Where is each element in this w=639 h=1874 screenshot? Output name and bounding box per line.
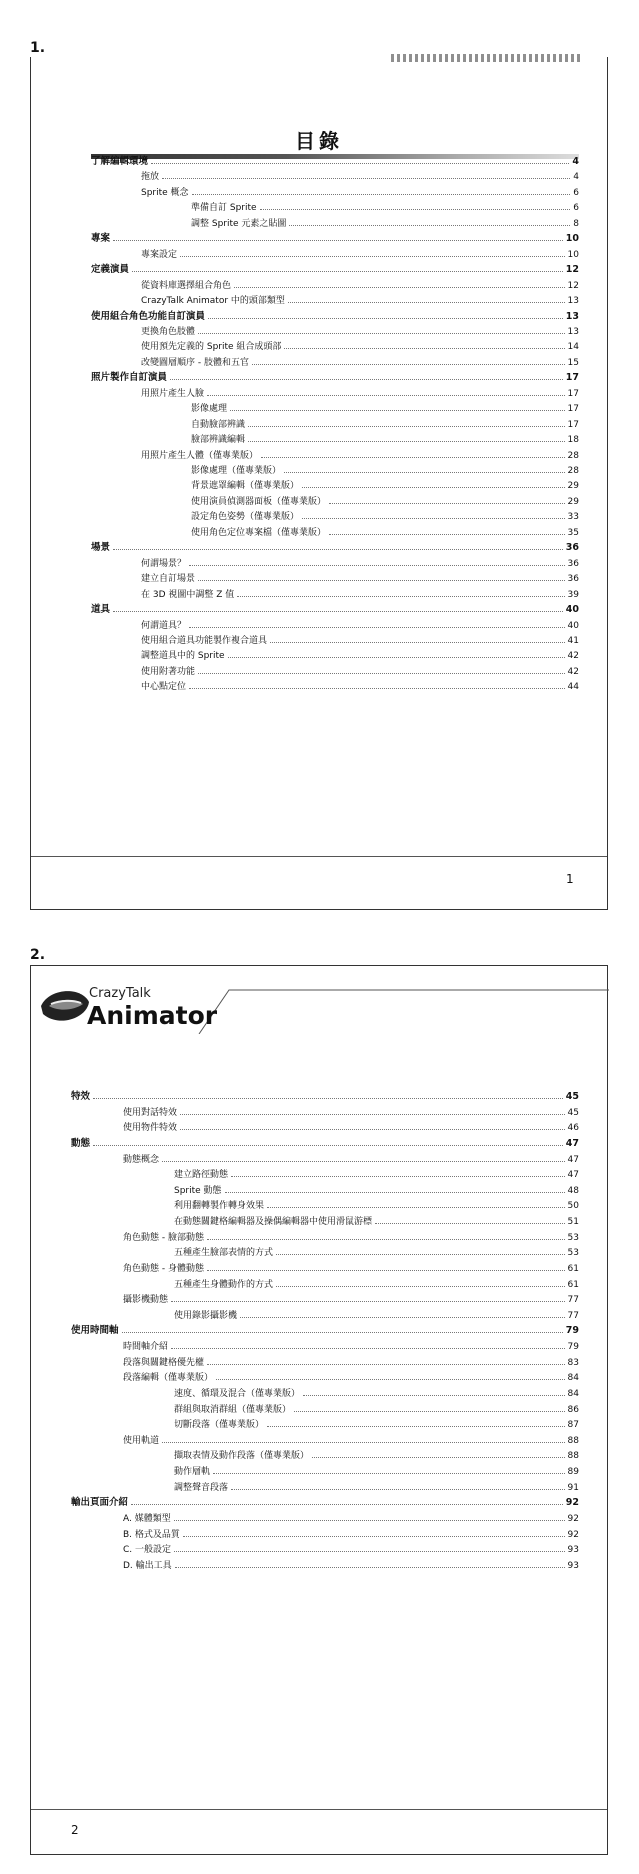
toc-entry-title: 背景遮罩編輯（僅專業版） xyxy=(191,481,300,492)
toc-entry-title: 使用組合角色功能自訂演員 xyxy=(91,310,206,322)
toc-entry-page: 88 xyxy=(567,1451,579,1462)
toc-entry-page: 84 xyxy=(567,1388,579,1399)
toc-entry-title: 中心點定位 xyxy=(141,682,187,693)
toc-entry-page: 14 xyxy=(567,342,579,353)
toc-entry-page: 42 xyxy=(567,651,579,662)
toc-entry-title: 五種產生身體動作的方式 xyxy=(174,1279,274,1290)
toc-entry xyxy=(174,1463,579,1477)
toc-entry xyxy=(91,601,579,615)
toc-entry-title: 使用時間軸 xyxy=(71,1325,119,1337)
dot-leader xyxy=(174,1550,565,1552)
dot-leader xyxy=(180,255,565,257)
toc-entry-title: 時間軸介紹 xyxy=(123,1342,169,1353)
toc-entry xyxy=(174,1182,579,1196)
footer-line xyxy=(31,1809,607,1810)
dot-leader xyxy=(180,1128,565,1130)
toc-entry-title: 用照片產生人臉 xyxy=(141,388,205,399)
toc-entry xyxy=(91,308,579,322)
dot-leader xyxy=(208,317,563,319)
toc-entry-title: 利用翻轉製作轉身效果 xyxy=(174,1201,265,1212)
page-title: 目錄 xyxy=(295,129,343,153)
toc-entry-title: D. 輸出工具 xyxy=(123,1560,172,1571)
toc-entry xyxy=(91,261,579,275)
toc-entry-title: 臉部辨識編輯 xyxy=(191,435,246,446)
dot-leader xyxy=(216,1378,565,1380)
toc-entry xyxy=(71,1088,579,1102)
toc-entry xyxy=(174,1401,579,1415)
dot-leader xyxy=(225,1191,565,1193)
toc-entry-page: 45 xyxy=(567,1107,579,1118)
dot-leader xyxy=(234,286,565,288)
toc-entry xyxy=(141,617,579,631)
dot-leader xyxy=(231,1175,565,1177)
toc-entry-title: 場景 xyxy=(91,542,111,554)
toc-entry xyxy=(91,230,579,244)
dot-leader xyxy=(303,1394,565,1396)
dot-leader xyxy=(289,224,570,226)
toc-entry-page: 47 xyxy=(565,1137,579,1149)
toc-entry-title: 調整聲音段落 xyxy=(174,1482,229,1493)
toc-entry-page: 36 xyxy=(567,574,579,585)
toc-entry xyxy=(123,1354,579,1368)
dot-leader xyxy=(312,1456,565,1458)
dot-leader xyxy=(248,440,565,442)
toc-entry xyxy=(191,477,579,491)
toc-entry xyxy=(191,416,579,430)
toc-entry-page: 17 xyxy=(567,404,579,415)
dot-leader xyxy=(240,1316,565,1318)
toc-entry xyxy=(174,1307,579,1321)
toc-entry-page: 36 xyxy=(567,558,579,569)
toc-entry-title: 群組與取消群組（僅專業版） xyxy=(174,1404,292,1415)
toc-entry-page: 84 xyxy=(567,1373,579,1384)
toc-entry-title: 動態 xyxy=(71,1137,91,1149)
toc-entry-title: Sprite 概念 xyxy=(141,187,189,198)
toc-entry-page: 28 xyxy=(567,466,579,476)
dot-leader xyxy=(230,409,565,411)
toc-entry-page: 77 xyxy=(567,1310,579,1321)
toc-entry xyxy=(141,570,579,584)
toc-entry-page: 18 xyxy=(567,435,579,446)
toc-entry-title: 何謂場景？ xyxy=(141,558,187,569)
dot-leader xyxy=(207,394,565,396)
toc-entry-title: 在動態關鍵格編輯器及操偶編輯器中使用滑鼠游標 xyxy=(174,1217,373,1228)
toc-entry xyxy=(174,1276,579,1290)
dot-leader xyxy=(267,1206,565,1208)
toc-entry xyxy=(191,199,579,213)
header-stub xyxy=(391,54,581,62)
toc-entry xyxy=(71,1494,579,1508)
dot-leader xyxy=(162,1160,565,1162)
dot-leader xyxy=(132,270,563,272)
toc-entry-title: 更換角色肢體 xyxy=(141,326,196,337)
toc-entry-title: 段落與關鍵格優先權 xyxy=(123,1357,205,1368)
toc-entry-page: 79 xyxy=(565,1325,579,1337)
dot-leader xyxy=(213,1472,565,1474)
dot-leader xyxy=(284,471,565,473)
toc-entry-title: 使用錄影攝影機 xyxy=(174,1310,238,1321)
toc-entry-page: 61 xyxy=(567,1263,579,1274)
dot-leader xyxy=(270,641,565,643)
toc-entry xyxy=(71,1322,579,1336)
toc-entry-title: 何謂道具？ xyxy=(141,620,187,631)
toc-entry-title: 段落編輯（僅專業版） xyxy=(123,1373,214,1384)
toc-entry-page: 44 xyxy=(567,682,579,693)
toc-entry-page: 47 xyxy=(567,1170,579,1181)
lips-logo-icon xyxy=(39,984,91,1028)
footer-line xyxy=(31,856,607,857)
dot-leader xyxy=(261,456,565,458)
toc-entry-page: 92 xyxy=(567,1514,579,1524)
toc-entry xyxy=(141,246,579,260)
toc-entry xyxy=(141,338,579,352)
toc-entry-page: 13 xyxy=(567,296,579,307)
dot-leader xyxy=(162,1441,565,1443)
toc-entry-title: 照片製作自訂演員 xyxy=(91,372,168,384)
toc-entry-page: 50 xyxy=(567,1201,579,1212)
toc-entry xyxy=(174,1166,579,1180)
toc-entry-title: B. 格式及品質 xyxy=(123,1529,180,1540)
toc-entry-page: 6 xyxy=(573,203,579,214)
toc-entry xyxy=(174,1479,579,1493)
toc-entry-page: 45 xyxy=(565,1091,579,1102)
toc-entry-page: 53 xyxy=(567,1232,579,1243)
toc-entry-page: 42 xyxy=(567,666,579,677)
page-label-2: 2. xyxy=(30,947,46,963)
dot-leader xyxy=(131,1503,563,1505)
dot-leader xyxy=(189,564,565,566)
toc-entry xyxy=(91,539,579,553)
toc-entry-title: 建立自訂場景 xyxy=(141,574,196,585)
toc-entry xyxy=(141,555,579,569)
toc-entry-title: 速度、循環及混合（僅專業版） xyxy=(174,1388,301,1399)
toc-entry-page: 29 xyxy=(567,496,579,507)
toc-entry-page: 92 xyxy=(567,1529,579,1540)
toc-entry-page: 35 xyxy=(567,527,579,538)
toc-entry-page: 40 xyxy=(567,620,579,631)
dot-leader xyxy=(113,239,563,241)
toc-entry-title: 使用軌道 xyxy=(123,1435,160,1446)
dot-leader xyxy=(198,332,565,334)
toc-entry xyxy=(123,1432,579,1446)
toc-entry-page: 93 xyxy=(567,1545,579,1556)
toc-entry xyxy=(123,1557,579,1571)
toc-entry-page: 12 xyxy=(567,280,579,291)
toc-entry xyxy=(141,323,579,337)
dot-leader xyxy=(198,579,565,581)
toc-entry-page: 89 xyxy=(567,1467,579,1478)
toc-entry-page: 53 xyxy=(567,1248,579,1259)
toc-entry-page: 4 xyxy=(572,156,579,167)
toc-entry xyxy=(174,1447,579,1461)
footer-page-number: 2 xyxy=(71,1823,79,1837)
dot-leader xyxy=(207,1269,565,1271)
toc-entry xyxy=(123,1338,579,1352)
toc-entry-title: CrazyTalk Animator 中的頭部類型 xyxy=(141,296,285,307)
toc-entry-page: 8 xyxy=(573,218,579,229)
logo-animator-text: Animator xyxy=(87,1001,218,1030)
toc-entry-title: 使用角色定位專案檔（僅專業版） xyxy=(191,527,327,538)
toc-entry-page: 40 xyxy=(565,604,579,616)
toc-entry xyxy=(191,524,579,538)
toc-entry-title: 切斷段落（僅專業版） xyxy=(174,1420,265,1431)
toc-entry xyxy=(141,354,579,368)
dot-leader xyxy=(192,193,571,195)
toc-entry-title: 拖放 xyxy=(141,172,160,183)
toc-entry xyxy=(123,1541,579,1555)
toc-entry-page: 28 xyxy=(567,450,579,461)
toc-entry-page: 48 xyxy=(567,1185,579,1196)
toc-entry xyxy=(174,1213,579,1227)
dot-leader xyxy=(151,162,569,164)
toc-entry-title: 調整道具中的 Sprite xyxy=(141,651,225,662)
dot-leader xyxy=(162,177,570,179)
toc-entry-page: 4 xyxy=(573,172,579,183)
toc-entry-title: 角色動態 - 臉部動態 xyxy=(123,1232,204,1243)
toc-entry-page: 47 xyxy=(567,1154,579,1165)
toc-entry-title: A. 媒體類型 xyxy=(123,1514,171,1524)
toc-entry-page: 36 xyxy=(565,542,579,554)
toc-entry xyxy=(141,277,579,291)
toc-entry-page: 87 xyxy=(567,1420,579,1431)
toc-entry-page: 77 xyxy=(567,1295,579,1306)
toc-entry-title: 定義演員 xyxy=(91,264,130,276)
toc-entry-title: 使用對話特效 xyxy=(123,1107,178,1118)
toc-entry-page: 6 xyxy=(573,187,579,198)
dot-leader xyxy=(260,208,571,210)
toc-entry-page: 93 xyxy=(567,1560,579,1571)
dot-leader xyxy=(375,1222,565,1224)
toc-entry-page: 91 xyxy=(567,1482,579,1493)
toc-entry-page: 79 xyxy=(567,1342,579,1353)
dot-leader xyxy=(284,347,564,349)
toc-entry-page: 51 xyxy=(567,1217,579,1228)
toc-entry-title: 自動臉部辨識 xyxy=(191,419,246,430)
dot-leader xyxy=(207,1363,565,1365)
toc-entry xyxy=(91,369,579,383)
toc-entry xyxy=(141,647,579,661)
toc-entry-page: 46 xyxy=(567,1123,579,1134)
toc-entry xyxy=(141,632,579,646)
toc-entry xyxy=(141,663,579,677)
dot-leader xyxy=(175,1566,565,1568)
toc-entry xyxy=(141,447,579,461)
toc-entry-page: 29 xyxy=(567,481,579,492)
toc-entry-title: 道具 xyxy=(91,604,111,616)
dot-leader xyxy=(248,425,565,427)
toc-entry-title: 使用物件特效 xyxy=(123,1123,178,1134)
dot-leader xyxy=(237,595,564,597)
dot-leader xyxy=(198,672,565,674)
dot-leader xyxy=(329,533,565,535)
dot-leader xyxy=(276,1285,565,1287)
toc-entry xyxy=(123,1260,579,1274)
toc-entry-page: 17 xyxy=(567,388,579,399)
dot-leader xyxy=(189,626,565,628)
toc-entry xyxy=(174,1244,579,1258)
dot-leader xyxy=(329,502,565,504)
toc-entry xyxy=(174,1197,579,1211)
dot-leader xyxy=(170,378,563,380)
toc-entry-title: 擷取表情及動作段落（僅專業版） xyxy=(174,1451,310,1462)
toc-entry xyxy=(123,1104,579,1118)
toc-entry-title: 設定角色姿勢（僅專業版） xyxy=(191,512,300,523)
toc-entry-title: 動態概念 xyxy=(123,1154,160,1165)
toc-entry xyxy=(191,431,579,445)
toc-entry xyxy=(141,586,579,600)
toc-entry-title: 影像處理（僅專業版） xyxy=(191,466,282,476)
toc-entry-page: 13 xyxy=(567,326,579,337)
toc-entry-title: 角色動態 - 身體動態 xyxy=(123,1263,204,1274)
page-label-1: 1. xyxy=(30,40,46,56)
dot-leader xyxy=(93,1144,563,1146)
toc-entry-page: 10 xyxy=(567,249,579,260)
toc-entry xyxy=(174,1385,579,1399)
dot-leader xyxy=(228,656,565,658)
dot-leader xyxy=(189,687,565,689)
toc-entry-title: 建立路徑動態 xyxy=(174,1170,229,1181)
dot-leader xyxy=(171,1300,565,1302)
toc-entry-title: 從資料庫選擇組合角色 xyxy=(141,280,232,291)
toc-entry xyxy=(123,1526,579,1540)
toc-entry xyxy=(191,400,579,414)
toc-entry xyxy=(141,184,579,198)
toc-entry xyxy=(123,1369,579,1383)
toc-entry-page: 13 xyxy=(565,310,579,322)
dot-leader xyxy=(113,548,563,550)
toc-entry-page: 39 xyxy=(567,589,579,600)
dot-leader xyxy=(174,1519,565,1521)
dot-leader xyxy=(302,517,565,519)
toc-entry-title: 專案 xyxy=(91,233,111,245)
dot-leader xyxy=(231,1488,565,1490)
toc-entry-title: 輸出頁面介紹 xyxy=(71,1497,129,1509)
toc-entry-title: 在 3D 視圖中調整 Z 值 xyxy=(141,589,235,600)
dot-leader xyxy=(113,610,563,612)
toc-entry xyxy=(71,1135,579,1149)
toc-page-1 xyxy=(30,57,608,910)
logo-crazytalk-text: CrazyTalk xyxy=(89,986,151,1001)
toc-entry-page: 88 xyxy=(567,1435,579,1446)
dot-leader xyxy=(180,1113,565,1115)
toc-entry-title: C. 一般設定 xyxy=(123,1545,172,1556)
toc-entry xyxy=(191,462,579,476)
toc-entry-title: Sprite 動態 xyxy=(174,1185,222,1196)
dot-leader xyxy=(302,486,565,488)
toc-entry-title: 了解編輯環境 xyxy=(91,156,149,167)
toc-entry-page: 17 xyxy=(565,372,579,384)
dot-leader xyxy=(122,1331,563,1333)
toc-entry xyxy=(141,385,579,399)
dot-leader xyxy=(276,1253,565,1255)
toc-entry-page: 12 xyxy=(565,264,579,276)
toc-entry-page: 86 xyxy=(567,1404,579,1415)
toc-entry-title: 準備自訂 Sprite xyxy=(191,203,257,214)
toc-entry-title: 攝影機動態 xyxy=(123,1295,169,1306)
toc-entry xyxy=(123,1510,579,1524)
dot-leader xyxy=(294,1410,565,1412)
dot-leader xyxy=(207,1238,565,1240)
toc-entry-title: 用照片產生人體（僅專業版） xyxy=(141,450,259,461)
toc-entry xyxy=(174,1416,579,1430)
dot-leader xyxy=(183,1535,565,1537)
toc-entry xyxy=(91,153,579,167)
dot-leader xyxy=(252,363,565,365)
toc-entry-title: 調整 Sprite 元素之貼圖 xyxy=(191,218,287,229)
toc-entry-title: 使用附著功能 xyxy=(141,666,196,677)
toc-entry-page: 17 xyxy=(567,419,579,430)
toc-entry-page: 10 xyxy=(565,233,579,245)
toc-entry xyxy=(123,1229,579,1243)
toc-entry-page: 33 xyxy=(567,512,579,523)
toc-entry-title: 特效 xyxy=(71,1091,91,1102)
dot-leader xyxy=(288,301,565,303)
toc-entry-page: 61 xyxy=(567,1279,579,1290)
toc-entry-title: 五種產生臉部表情的方式 xyxy=(174,1248,274,1259)
toc-entry xyxy=(123,1119,579,1133)
toc-entry xyxy=(141,292,579,306)
toc-entry xyxy=(123,1151,579,1165)
toc-entry xyxy=(191,215,579,229)
toc-entry xyxy=(191,493,579,507)
dot-leader xyxy=(93,1097,563,1099)
toc-entry xyxy=(141,678,579,692)
toc-entry-page: 92 xyxy=(565,1497,579,1509)
toc-entry-page: 15 xyxy=(567,357,579,368)
toc-entry xyxy=(123,1291,579,1305)
dot-leader xyxy=(267,1425,565,1427)
toc-entry-title: 使用演員偵測器面板（僅專業版） xyxy=(191,496,327,507)
toc-entry xyxy=(141,168,579,182)
toc-entry-title: 影像處理 xyxy=(191,404,228,415)
footer-page-number: 1 xyxy=(566,872,574,886)
toc-entry xyxy=(191,508,579,522)
toc-entry-title: 使用組合道具功能製作複合道具 xyxy=(141,635,268,646)
toc-entry-title: 專案設定 xyxy=(141,249,178,260)
toc-entry-title: 動作層軌 xyxy=(174,1467,211,1478)
toc-entry-title: 使用預先定義的 Sprite 組合成頭部 xyxy=(141,342,282,353)
toc-entry-page: 41 xyxy=(567,635,579,646)
toc-entry-page: 83 xyxy=(567,1357,579,1368)
toc-entry-title: 改變圖層順序 - 肢體和五官 xyxy=(141,357,249,368)
dot-leader xyxy=(171,1347,565,1349)
toc-page-2 xyxy=(30,965,608,1855)
